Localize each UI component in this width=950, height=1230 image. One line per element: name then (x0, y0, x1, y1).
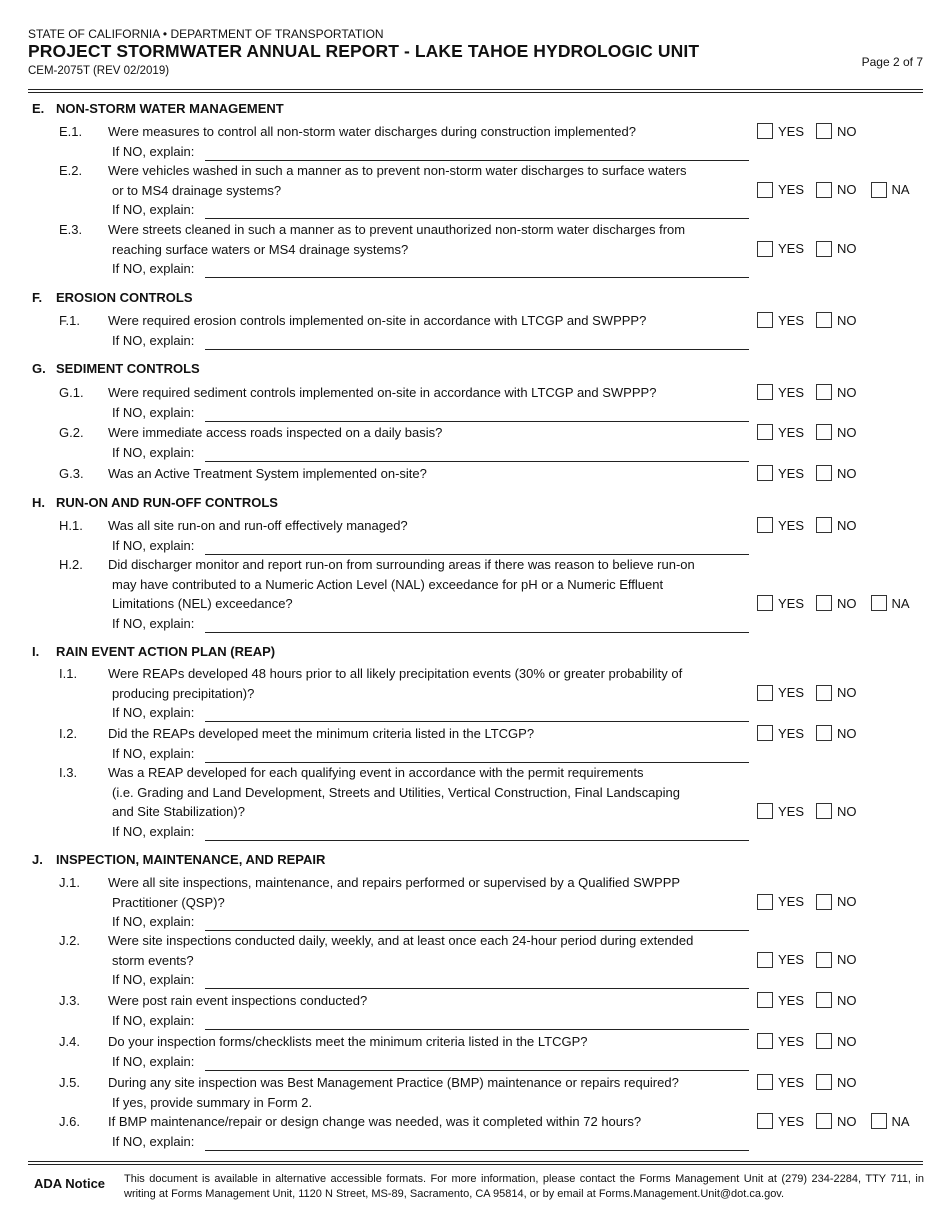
yes-option[interactable] (757, 803, 804, 819)
yes-option[interactable] (757, 424, 804, 440)
answer-options (757, 1074, 869, 1090)
question-text: Did discharger monitor and report run-on from surrounding areas if there was reason to believe run-on (108, 557, 695, 572)
yes-checkbox[interactable] (757, 123, 773, 139)
yes-label: YES (778, 894, 805, 909)
yes-checkbox[interactable] (757, 241, 773, 257)
header-divider-top (28, 89, 923, 90)
question-number: J.2. (59, 933, 80, 948)
no-label: NO (837, 1074, 857, 1090)
answer-options (757, 685, 869, 701)
no-label: NO (837, 182, 857, 197)
yes-checkbox[interactable] (757, 595, 773, 611)
yes-checkbox[interactable] (757, 465, 773, 481)
explain-label: If NO, explain: (112, 332, 195, 348)
yes-label: YES (778, 123, 805, 139)
no-checkbox[interactable] (816, 725, 832, 741)
explain-input-line[interactable] (205, 160, 749, 161)
no-checkbox[interactable] (816, 384, 832, 400)
yes-checkbox[interactable] (757, 685, 773, 701)
na-checkbox[interactable] (871, 1113, 887, 1129)
no-checkbox[interactable] (816, 312, 832, 328)
footer-divider-bottom (28, 1164, 923, 1165)
yes-option[interactable] (757, 182, 804, 198)
yes-label: YES (778, 952, 805, 967)
yes-option[interactable] (757, 465, 804, 481)
no-label: NO (837, 123, 857, 139)
no-label: NO (837, 1033, 857, 1049)
question-text: Do your inspection forms/checklists meet the minimum criteria listed in the LTCGP? (108, 1034, 588, 1049)
yes-checkbox[interactable] (757, 1033, 773, 1049)
explain-label: If NO, explain: (112, 914, 195, 929)
no-option[interactable] (816, 517, 857, 533)
answer-options (757, 312, 869, 328)
no-option[interactable] (816, 424, 857, 440)
no-label: NO (837, 384, 857, 400)
question-text: Limitations (NEL) exceedance? (112, 596, 293, 611)
question-number: G.1. (59, 385, 84, 400)
answer-options (757, 595, 922, 611)
no-checkbox[interactable] (816, 1113, 832, 1129)
question-text: or to MS4 drainage systems? (112, 182, 282, 198)
yes-option[interactable] (757, 952, 804, 968)
yes-label: YES (778, 517, 805, 533)
explain-input-line[interactable] (205, 762, 749, 763)
no-label: NO (837, 517, 857, 533)
answer-options (757, 123, 869, 139)
explain-input-line[interactable] (205, 349, 749, 350)
no-option[interactable] (816, 685, 857, 701)
question-number: G.2. (59, 425, 84, 440)
no-checkbox[interactable] (816, 123, 832, 139)
explain-label: If NO, explain: (112, 705, 195, 720)
no-label: NO (837, 803, 857, 819)
question-text: Were REAPs developed 48 hours prior to all likely precipitation events (30% or greater probability of (108, 666, 683, 681)
question-text: (i.e. Grading and Land Development, Streets and Utilities, Vertical Construction, Final Landscaping (112, 784, 680, 800)
answer-options (757, 1113, 922, 1129)
question-number: H.2. (59, 557, 83, 572)
question-number: E.1. (59, 124, 83, 139)
no-option[interactable] (816, 123, 857, 139)
yes-label: YES (778, 424, 805, 440)
question-number: J.1. (59, 875, 80, 890)
explain-input-line[interactable] (205, 1029, 749, 1030)
no-option[interactable] (816, 241, 857, 257)
page-number: Page 2 of 7 (861, 55, 923, 69)
explain-label: If NO, explain: (112, 404, 195, 420)
no-checkbox[interactable] (816, 517, 832, 533)
yes-checkbox[interactable] (757, 312, 773, 328)
no-label: NO (837, 424, 857, 440)
no-checkbox[interactable] (816, 1033, 832, 1049)
yes-option[interactable] (757, 595, 804, 611)
question-text: Was a REAP developed for each qualifying event in accordance with the permit requirements (108, 765, 644, 780)
yes-checkbox[interactable] (757, 424, 773, 440)
answer-options (757, 465, 869, 481)
question-text: Was all site run-on and run-off effectively managed? (108, 518, 408, 533)
question-number: J.6. (59, 1114, 80, 1129)
yes-option[interactable] (757, 1113, 804, 1129)
explain-input-line[interactable] (205, 930, 749, 931)
no-checkbox[interactable] (816, 952, 832, 968)
no-checkbox[interactable] (816, 241, 832, 257)
no-option[interactable] (816, 465, 857, 481)
question-number: F.1. (59, 313, 80, 328)
yes-label: YES (778, 992, 805, 1008)
explain-input-line[interactable] (205, 721, 749, 722)
na-checkbox[interactable] (871, 182, 887, 198)
no-label: NO (837, 725, 857, 741)
yes-label: YES (778, 182, 805, 197)
explain-label: If NO, explain: (112, 444, 195, 460)
yes-checkbox[interactable] (757, 182, 773, 198)
no-label: NO (837, 312, 857, 328)
yes-checkbox[interactable] (757, 384, 773, 400)
explain-input-line[interactable] (205, 632, 749, 633)
form-header (28, 27, 923, 89)
yes-label: YES (778, 1033, 805, 1049)
question-number: I.2. (59, 726, 78, 741)
question-text: Were site inspections conducted daily, weekly, and at least once each 24-hour period during extended (108, 933, 694, 948)
explain-input-line[interactable] (205, 1150, 749, 1151)
question-text: Practitioner (QSP)? (112, 894, 225, 910)
no-checkbox[interactable] (816, 685, 832, 701)
explain-label: If NO, explain: (112, 972, 195, 987)
section-title: EROSION CONTROLS (56, 290, 193, 305)
no-option[interactable] (816, 312, 857, 328)
question-number: J.4. (59, 1034, 80, 1049)
footer-divider-top (28, 1161, 923, 1162)
no-checkbox[interactable] (816, 424, 832, 440)
explain-label: If NO, explain: (112, 143, 195, 159)
explain-label: If NO, explain: (112, 261, 195, 276)
agency-name: STATE OF CALIFORNIA • DEPARTMENT OF TRANSPORTATION (28, 27, 384, 41)
section-letter: F. (32, 290, 43, 305)
ada-notice-text: This document is available in alternative accessible formats. For more information, please contact the Forms Management Unit at (279) 234-2284, TTY 711, in writing at Forms Management Unit, 1120 N Street, MS-89, Sacramento, CA 95814, or by email at Forms.Management.Unit@dot.ca.gov. (124, 1173, 924, 1200)
no-option[interactable] (816, 384, 857, 400)
yes-option[interactable] (757, 1074, 804, 1090)
explain-input-line[interactable] (205, 840, 749, 841)
yes-label: YES (778, 465, 805, 481)
no-option[interactable] (816, 992, 857, 1008)
yes-label: YES (778, 1074, 805, 1090)
explain-input-line[interactable] (205, 1070, 749, 1071)
explain-label: If NO, explain: (112, 537, 195, 553)
na-checkbox[interactable] (871, 595, 887, 611)
no-option[interactable] (816, 725, 857, 741)
explain-label: If NO, explain: (112, 1053, 195, 1069)
question-text: Were vehicles washed in such a manner as to prevent non-storm water discharges to surface waters (108, 163, 687, 178)
question-text: Were required erosion controls implemented on-site in accordance with LTCGP and SWPPP? (108, 313, 647, 328)
yes-label: YES (778, 312, 805, 328)
yes-option[interactable] (757, 894, 804, 910)
section-title: RUN-ON AND RUN-OFF CONTROLS (56, 495, 278, 510)
question-text: Were all site inspections, maintenance, and repairs performed or supervised by a Qualified SWPPP (108, 875, 681, 890)
answer-options (757, 1033, 869, 1049)
question-number: E.2. (59, 163, 83, 178)
no-label: NO (837, 595, 857, 611)
answer-options (757, 894, 869, 910)
yes-label: YES (778, 384, 805, 400)
section-title: NON-STORM WATER MANAGEMENT (56, 101, 284, 116)
na-option[interactable] (871, 182, 910, 198)
question-text: Were measures to control all non-storm water discharges during construction implemented? (108, 124, 636, 139)
no-label: NO (837, 685, 857, 700)
section-letter: H. (32, 495, 45, 510)
explain-label: If NO, explain: (112, 823, 195, 839)
yes-option[interactable] (757, 123, 804, 139)
no-option[interactable] (816, 803, 857, 819)
answer-options (757, 424, 869, 440)
question-number: H.1. (59, 518, 83, 533)
question-number: I.1. (59, 666, 78, 681)
answer-options (757, 517, 869, 533)
question-text: During any site inspection was Best Management Practice (BMP) maintenance or repairs required? (108, 1075, 679, 1090)
yes-checkbox[interactable] (757, 1074, 773, 1090)
yes-option[interactable] (757, 517, 804, 533)
yes-checkbox[interactable] (757, 1113, 773, 1129)
question-number: I.3. (59, 765, 78, 780)
question-text: Were required sediment controls implemented on-site in accordance with LTCGP and SWPPP? (108, 385, 657, 400)
explain-label: If NO, explain: (112, 615, 195, 631)
explain-input-line[interactable] (205, 988, 749, 989)
answer-options (757, 803, 869, 819)
no-option[interactable] (816, 894, 857, 910)
question-text: may have contributed to a Numeric Action Level (NAL) exceedance for pH or a Numeric Effluent (112, 576, 664, 592)
no-label: NO (837, 465, 857, 481)
question-text: Were immediate access roads inspected on a daily basis? (108, 425, 443, 440)
question-text: Was an Active Treatment System implemented on-site? (108, 466, 427, 481)
section-title: SEDIMENT CONTROLS (56, 361, 200, 376)
no-checkbox[interactable] (816, 595, 832, 611)
no-option[interactable] (816, 1033, 857, 1049)
yes-option[interactable] (757, 241, 804, 257)
section-title: RAIN EVENT ACTION PLAN (REAP) (56, 644, 276, 659)
question-text: Did the REAPs developed meet the minimum criteria listed in the LTCGP? (108, 726, 535, 741)
section-letter: J. (32, 852, 43, 867)
na-label: NA (891, 182, 910, 197)
answer-options (757, 182, 922, 198)
yes-checkbox[interactable] (757, 992, 773, 1008)
question-text: Were streets cleaned in such a manner as to prevent unauthorized non-storm water discharges from (108, 222, 686, 237)
explain-label: If NO, explain: (112, 1012, 195, 1028)
explain-label: If NO, explain: (112, 1133, 195, 1149)
question-text: storm events? (112, 952, 194, 968)
no-label: NO (837, 992, 857, 1008)
answer-options (757, 241, 869, 257)
section-letter: I. (32, 644, 40, 659)
answer-options (757, 725, 869, 741)
no-checkbox[interactable] (816, 182, 832, 198)
header-divider-bottom (28, 92, 923, 93)
explain-label: If NO, explain: (112, 202, 195, 217)
explain-input-line[interactable] (205, 218, 749, 219)
no-label: NO (837, 952, 857, 967)
answer-options (757, 992, 869, 1008)
section-letter: E. (32, 101, 45, 116)
no-checkbox[interactable] (816, 992, 832, 1008)
question-number: J.5. (59, 1075, 80, 1090)
no-option[interactable] (816, 1074, 857, 1090)
question-text: If yes, provide summary in Form 2. (112, 1094, 313, 1110)
question-text: If BMP maintenance/repair or design change was needed, was it completed within 72 hours? (108, 1114, 642, 1129)
question-text: reaching surface waters or MS4 drainage systems? (112, 241, 409, 257)
yes-option[interactable] (757, 384, 804, 400)
explain-input-line[interactable] (205, 554, 749, 555)
no-checkbox[interactable] (816, 803, 832, 819)
yes-option[interactable] (757, 992, 804, 1008)
na-option[interactable] (871, 1113, 910, 1129)
explain-input-line[interactable] (205, 421, 749, 422)
answer-options (757, 952, 869, 968)
no-label: NO (837, 241, 857, 256)
yes-option[interactable] (757, 725, 804, 741)
na-label: NA (891, 595, 910, 611)
answer-options (757, 384, 869, 400)
yes-label: YES (778, 803, 805, 819)
question-text: and Site Stabilization)? (112, 804, 245, 819)
yes-label: YES (778, 1113, 805, 1129)
form-number: CEM-2075T (REV 02/2019) (28, 65, 170, 77)
section-letter: G. (32, 361, 46, 376)
yes-option[interactable] (757, 1033, 804, 1049)
yes-checkbox[interactable] (757, 894, 773, 910)
explain-input-line[interactable] (205, 277, 749, 278)
yes-checkbox[interactable] (757, 725, 773, 741)
no-checkbox[interactable] (816, 894, 832, 910)
no-option[interactable] (816, 952, 857, 968)
no-label: NO (837, 894, 857, 909)
yes-label: YES (778, 725, 805, 741)
na-label: NA (891, 1113, 910, 1129)
na-option[interactable] (871, 595, 910, 611)
question-number: G.3. (59, 466, 84, 481)
explain-input-line[interactable] (205, 461, 749, 462)
explain-label: If NO, explain: (112, 745, 195, 761)
no-checkbox[interactable] (816, 465, 832, 481)
yes-option[interactable] (757, 685, 804, 701)
yes-label: YES (778, 595, 805, 611)
no-option[interactable] (816, 182, 857, 198)
no-label: NO (837, 1113, 857, 1129)
question-number: E.3. (59, 222, 83, 237)
no-option[interactable] (816, 595, 857, 611)
page-title: PROJECT STORMWATER ANNUAL REPORT - LAKE TAHOE HYDROLOGIC UNIT (28, 41, 700, 61)
yes-label: YES (778, 685, 805, 700)
yes-checkbox[interactable] (757, 517, 773, 533)
question-text: producing precipitation)? (112, 685, 255, 701)
yes-checkbox[interactable] (757, 803, 773, 819)
yes-option[interactable] (757, 312, 804, 328)
yes-label: YES (778, 241, 805, 256)
question-number: J.3. (59, 993, 80, 1008)
yes-checkbox[interactable] (757, 952, 773, 968)
ada-notice-label: ADA Notice (34, 1176, 106, 1191)
no-checkbox[interactable] (816, 1074, 832, 1090)
section-title: INSPECTION, MAINTENANCE, AND REPAIR (56, 852, 326, 867)
question-text: Were post rain event inspections conducted? (108, 993, 368, 1008)
no-option[interactable] (816, 1113, 857, 1129)
